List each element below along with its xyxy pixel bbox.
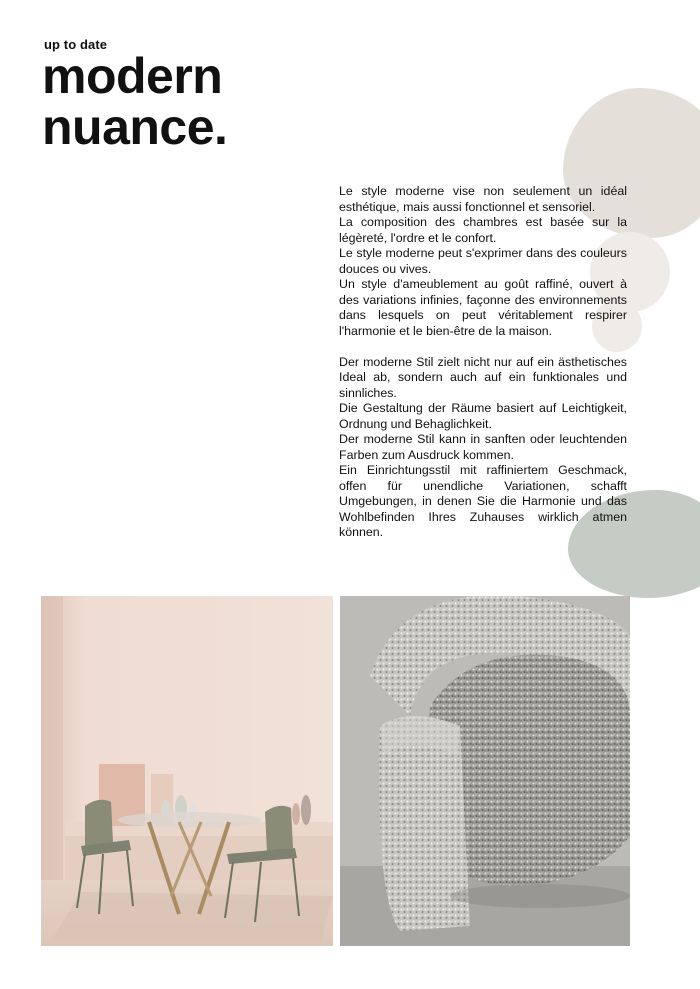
- title-line-2: nuance.: [42, 99, 228, 155]
- page-title: [42, 48, 228, 155]
- paragraph-de-2: Die Gestaltung der Räume basiert auf Leichtigkeit, Ordnung und Behaglichkeit.: [339, 401, 627, 431]
- armchair-photo: [340, 596, 630, 946]
- title-line-1: modern: [42, 48, 223, 104]
- paragraph-fr-4: Un style d'ameublement au goût raffiné, ouvert à des variations infinies, façonne des environnements dans lesquels on peut véritablement respirer l'harmonie et le bien-être de la maison.: [339, 277, 627, 338]
- paragraph-fr-1: Le style moderne vise non seulement un idéal esthétique, mais aussi fonctionnel et sensoriel.: [339, 184, 627, 214]
- paragraph-de-4: Ein Einrichtungsstil mit raffiniertem Geschmack, offen für unendliche Variationen, schafft Umgebungen, in denen Sie die Harmonie und das Wohlbefinden Ihres Zuhauses wirklich atmen können.: [339, 463, 627, 539]
- paragraph-fr-2: La composition des chambres est basée sur la légèreté, l'ordre et le confort.: [339, 215, 627, 245]
- kicker: up to date: [44, 37, 108, 52]
- body-text: [339, 184, 627, 541]
- paragraph-gap: [339, 339, 627, 355]
- paragraph-de-1: Der moderne Stil zielt nicht nur auf ein ästhetisches Ideal ab, sondern auch auf ein funktionales und sinnliches.: [339, 354, 627, 400]
- dining-room-photo: [41, 596, 333, 946]
- paragraph-fr-3: Le style moderne peut s'exprimer dans des couleurs douces ou vives.: [339, 246, 627, 276]
- paragraph-de-3: Der moderne Stil kann in sanften oder leuchtenden Farben zum Ausdruck kommen.: [339, 432, 627, 462]
